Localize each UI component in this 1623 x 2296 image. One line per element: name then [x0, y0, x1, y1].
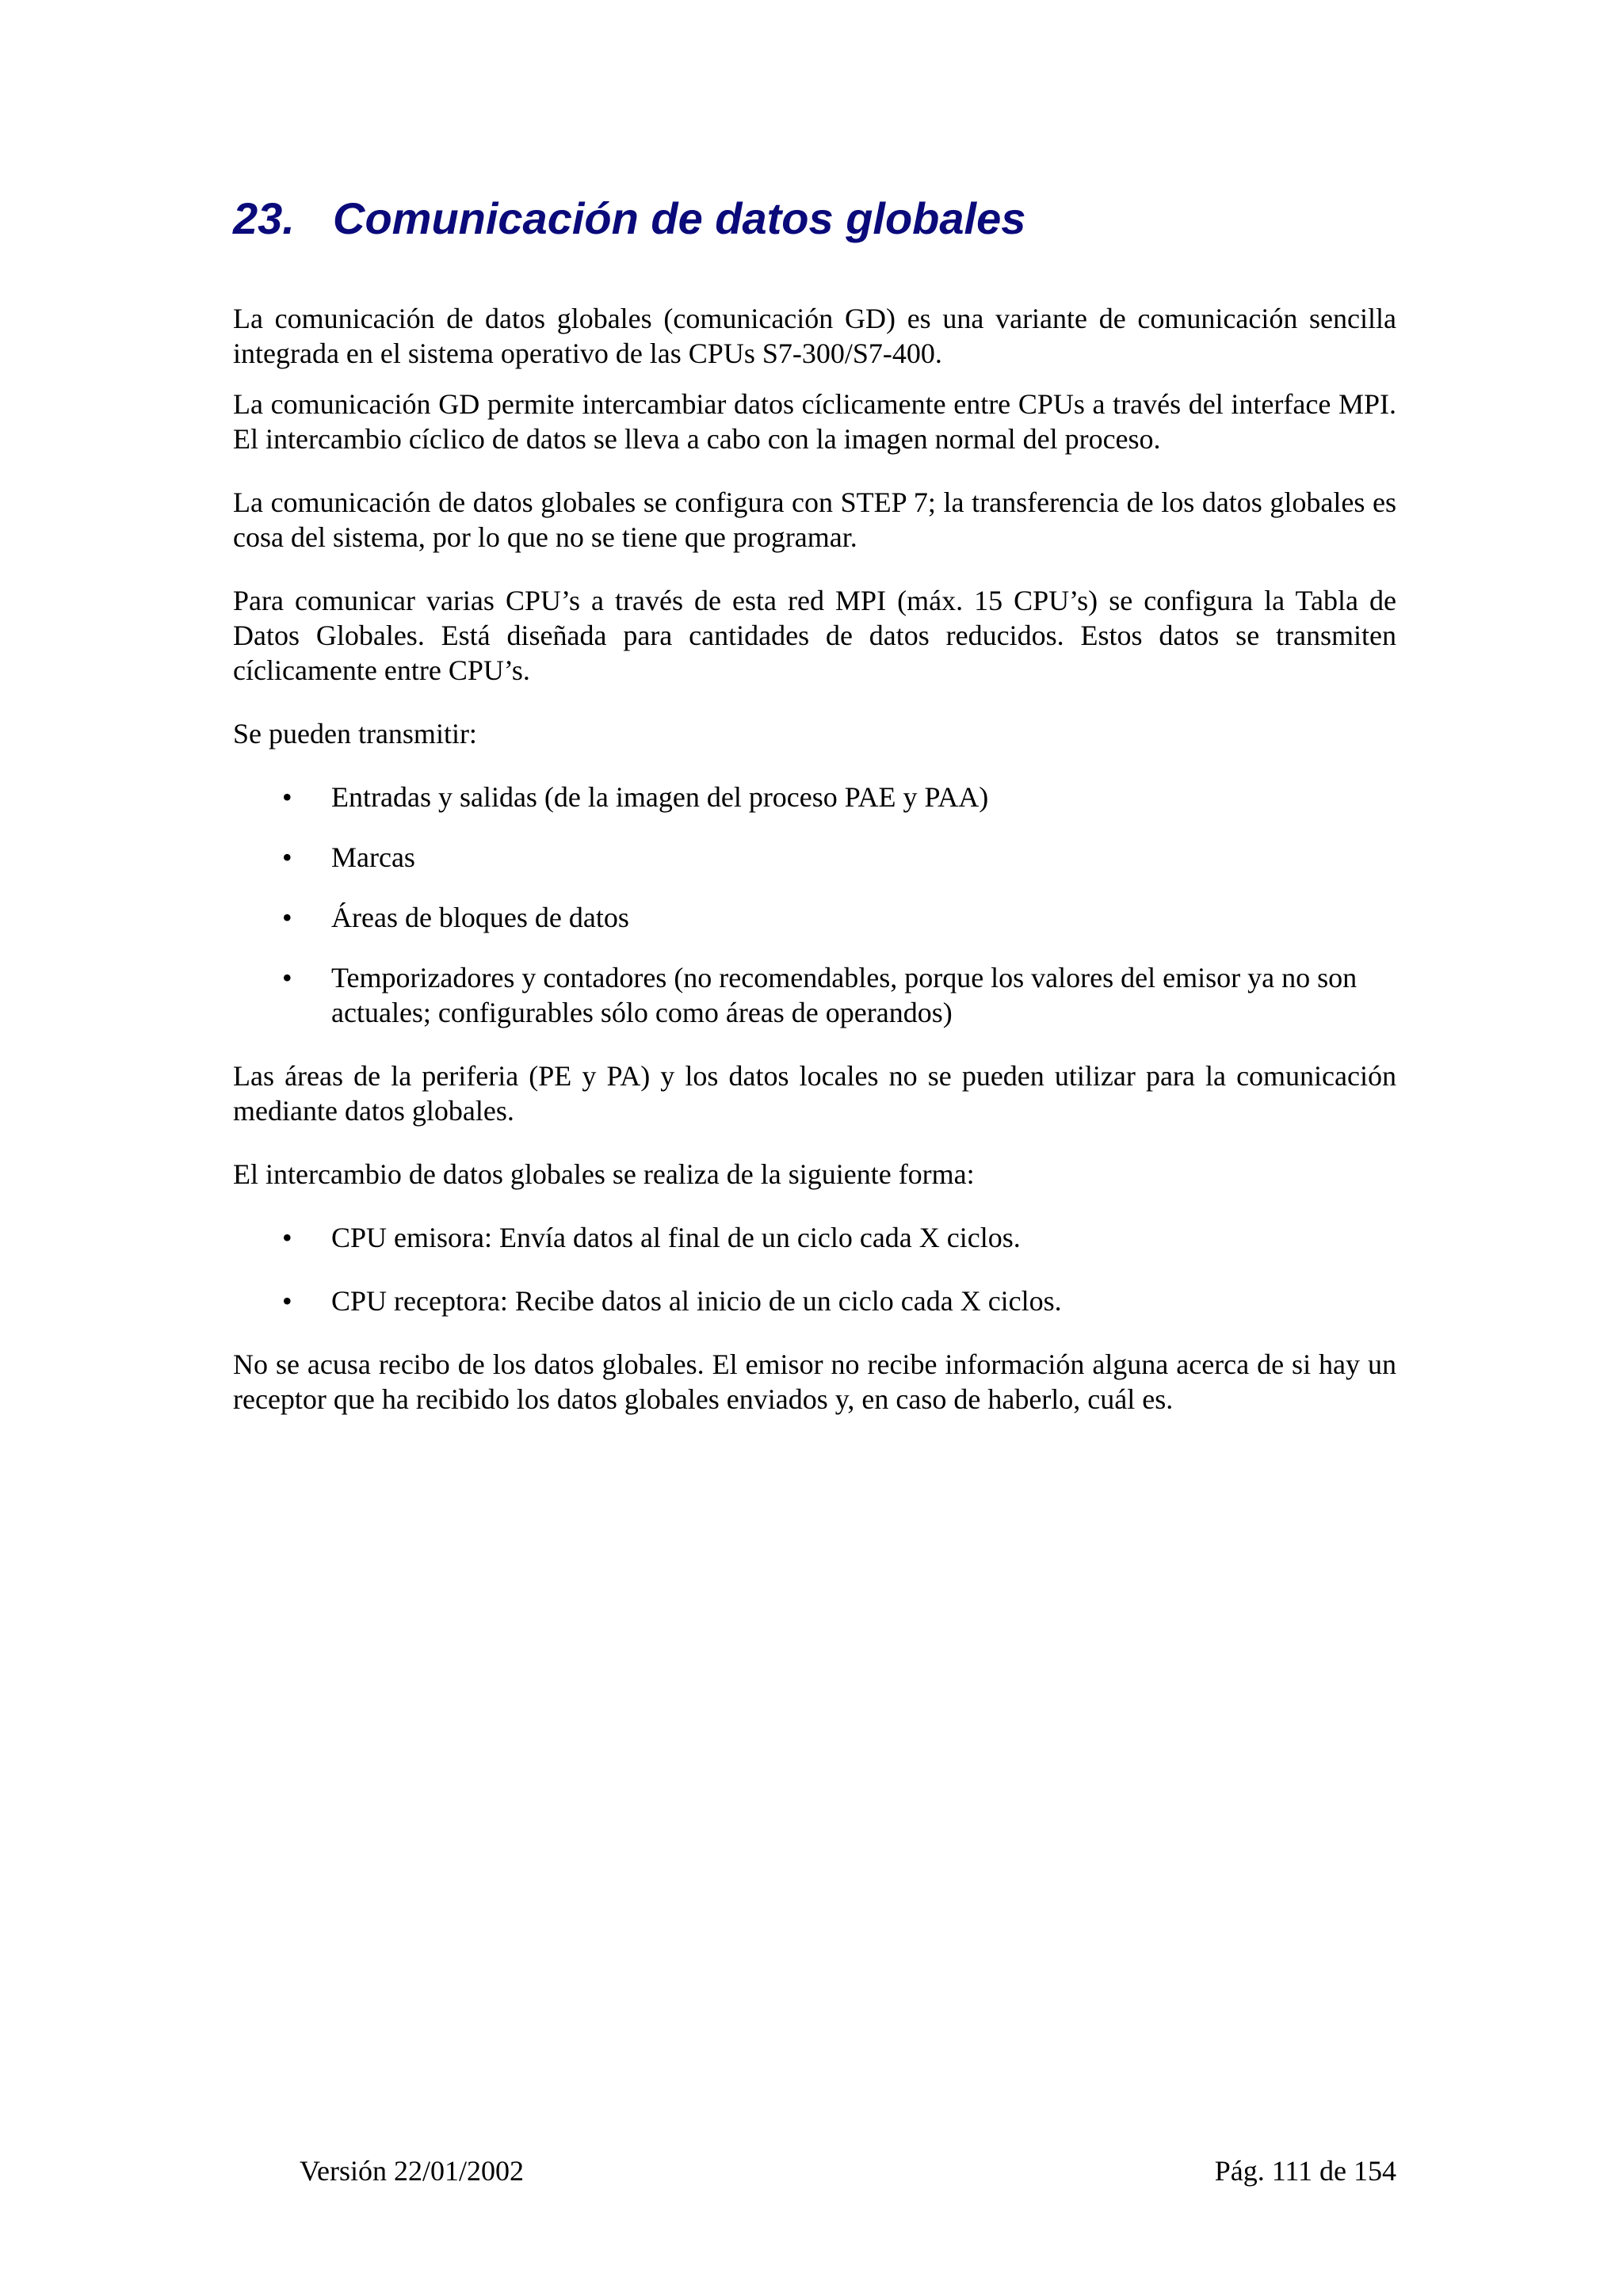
bullet-icon: •: [282, 1285, 292, 1317]
paragraph-exchange-form: El intercambio de datos globales se realiza de la siguiente forma:: [233, 1158, 975, 1190]
paragraph-intro: La comunicación de datos globales (comunicación GD) es una variante de comunicación sencilla integrada en el sistema operativo de las CPUs S7-300/S7-400.: [233, 303, 1396, 369]
list-item: • Marcas: [282, 841, 415, 873]
list-item: • Entradas y salidas (de la imagen del proceso PAE y PAA): [282, 781, 989, 813]
section-heading: [233, 187, 1025, 250]
bullet-icon: •: [282, 841, 292, 873]
bullet-icon: •: [282, 781, 292, 813]
paragraph-no-acknowledge: No se acusa recibo de los datos globales. El emisor no recibe información alguna acerca de si hay un receptor que ha recibido los datos globales enviados y, en caso de haberlo, cuál es.: [233, 1348, 1396, 1415]
section-number: 23.: [233, 193, 295, 243]
footer-version: Versión 22/01/2002: [300, 2155, 524, 2187]
list-item: • CPU receptora: Recibe datos al inicio de un ciclo cada X ciclos.: [282, 1285, 1062, 1317]
list-item: • Áreas de bloques de datos: [282, 902, 629, 933]
exchange-list: [233, 1220, 1396, 1318]
paragraph-periphery: Las áreas de la periferia (PE y PA) y los datos locales no se pueden utilizar para la comunicación mediante datos globales.: [233, 1060, 1396, 1127]
paragraph-mpi-table: Para comunicar varias CPU’s a través de esta red MPI (máx. 15 CPU’s) se configura la Tabla de Datos Globales. Está diseñada para cantidades de datos reducidos. Estos datos se transmiten cíclicamente entre CPU’s.: [233, 585, 1396, 686]
bullet-icon: •: [282, 1222, 292, 1253]
bullet-icon: •: [282, 902, 292, 933]
list-item: • CPU emisora: Envía datos al final de un ciclo cada X ciclos.: [282, 1222, 1021, 1253]
paragraph-configuration: La comunicación de datos globales se configura con STEP 7; la transferencia de los datos globales es cosa del sistema, por lo que no se tiene que programar.: [233, 486, 1396, 553]
paragraph-gd-exchange: La comunicación GD permite intercambiar datos cíclicamente entre CPUs a través del interface MPI. El intercambio cíclico de datos se lleva a cabo con la imagen normal del proceso.: [233, 388, 1396, 455]
list-item: • Temporizadores y contadores (no recomendables, porque los valores del emisor ya no son actuales; configurables sólo como áreas de operandos): [282, 962, 1358, 1028]
body-content: [233, 301, 1396, 1417]
bullet-icon: •: [282, 962, 292, 994]
paragraph-transmittable: Se pueden transmitir:: [233, 718, 477, 749]
section-title: Comunicación de datos globales: [333, 193, 1026, 243]
footer-page-number: Pág. 111 de 154: [1214, 2155, 1396, 2187]
transmittable-list: [233, 780, 1396, 1030]
